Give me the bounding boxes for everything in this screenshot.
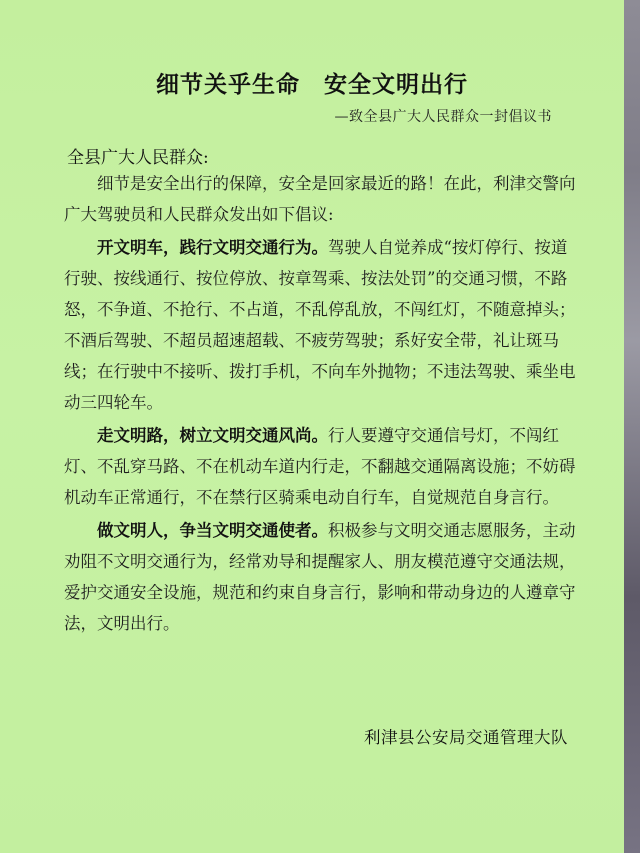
section-lead: 走文明路，树立文明交通风尚。 [97, 426, 328, 445]
section-lead: 开文明车，践行文明交通行为。 [97, 238, 328, 257]
section-text: 积极参与文明交通志愿服务，主动劝阻不文明交通行为，经常劝导和提醒家人、朋友模范遵守交通法规，爱护交通安全设施，规范和约束自身言行，影响和带动身边的人遵章守法，文明出行。 [64, 521, 576, 633]
section-paragraph [64, 420, 580, 513]
document-subtitle: —致全县广大人民群众一封倡议书 [334, 109, 552, 125]
section-lead: 做文明人，争当文明交通使者。 [97, 521, 328, 540]
section-paragraph [64, 515, 580, 639]
salutation: 全县广大人民群众: [67, 148, 209, 168]
section-paragraph [64, 232, 580, 418]
document-title: 细节关乎生命 安全文明出行 [156, 71, 468, 98]
document-body [64, 168, 580, 639]
intro-paragraph: 细节是安全出行的保障，安全是回家最近的路！在此，利津交警向广大驾驶员和人民群众发出如下倡议: [64, 174, 576, 224]
background-edge [624, 0, 640, 853]
section-text: 驾驶人自觉养成“按灯停行、按道行驶、按线通行、按位停放、按章驾乘、按法处罚”的交通习惯，不路怒，不争道、不抢行、不占道，不乱停乱放，不闯红灯，不随意掉头；不酒后驾驶、不超员超速超载、不疲劳驾驶；系好安全带，礼让斑马线；在行驶中不接听、拨打手机，不向车外抛物；不违法驾驶、乘坐电动三四轮车。 [64, 238, 576, 412]
section-text: 行人要遵守交通信号灯，不闯红灯、不乱穿马路、不在机动车道内行走，不翻越交通隔离设施；不妨碍机动车正常通行，不在禁行区骑乘电动自行车，自觉规范自身言行。 [64, 426, 576, 507]
signature: 利津县公安局交通管理大队 [364, 728, 568, 747]
